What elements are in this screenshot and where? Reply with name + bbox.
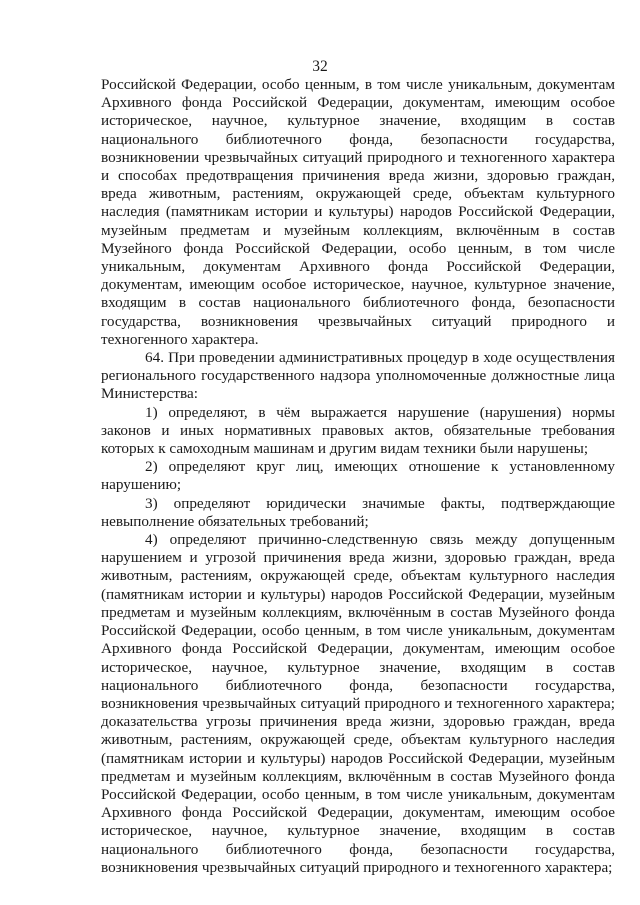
list-item-1: 1) определяют, в чём выражается нарушение (нарушения) нормы законов и иных нормативных правовых актов, обязательные требования которых к самоходным машинам и другим видам техники были нарушены; — [101, 403, 615, 458]
paragraph-continuation: Российской Федерации, особо ценным, в том числе уникальным, документам Архивного фонда Российской Федерации, документам, имеющим особое историческое, научное, культурное значение, входящим в состав национального библиотечного фонда, безопасности государства, возникновении чрезвычайных ситуаций природного и техногенного характера и способах предотвращения причинения вреда жизни, здоровью граждан, вреда животным, растениям, окружающей среде, объектам культурного наследия (памятникам истории и культуры) народов Российской Федерации, музейным предметам и музейным коллекциям, включённым в состав Музейного фонда Российской Федерации, особо ценным, в том числе уникальным, документам Архивного фонда Российской Федерации, документам, имеющим особое историческое, научное, культурное значение, входящим в состав национального библиотечного фонда, безопасности государства, возникновения чрезвычайных ситуаций природного и техногенного характера. — [101, 76, 615, 348]
page-number: 32 — [312, 58, 328, 75]
list-item-4: 4) определяют причинно-следственную связь между допущенным нарушением и угрозой причинения вреда жизни, здоровью граждан, вреда животным, растениям, окружающей среде, объектам культурного наследия (памятникам истории и культуры) народов Российской Федерации, музейным предметам и музейным коллекциям, включённым в состав Музейного фонда Российской Федерации, особо ценным, в том числе уникальным, документам Архивного фонда Российской Федерации, документам, имеющим особое историческое, научное, культурное значение, входящим в состав национального библиотечного фонда, безопасности государства, возникновения чрезвычайных ситуаций природного и техногенного характера; доказательства угрозы причинения вреда жизни, здоровью граждан, вреда животным, растениям, окружающей среде, объектам культурного наследия (памятникам истории и культуры) народов Российской Федерации, музейным предметам и музейным коллекциям, включённым в состав Музейного фонда Российской Федерации, особо ценным, в том числе уникальным, документам Архивного фонда Российской Федерации, документам, имеющим особое историческое, научное, культурное значение, входящим в состав национального библиотечного фонда, безопасности государства, возникновения чрезвычайных ситуаций природного и техногенного характера; — [101, 531, 615, 876]
paragraph-item-64: 64. При проведении административных процедур в ходе осуществления регионального государственного надзора уполномоченные должностные лица Министерства: — [101, 349, 615, 403]
list-item-3: 3) определяют юридически значимые факты, подтверждающие невыполнение обязательных требований; — [101, 494, 615, 530]
document-body — [101, 76, 615, 877]
list-item-2: 2) определяют круг лиц, имеющих отношение к установленному нарушению; — [101, 458, 615, 494]
